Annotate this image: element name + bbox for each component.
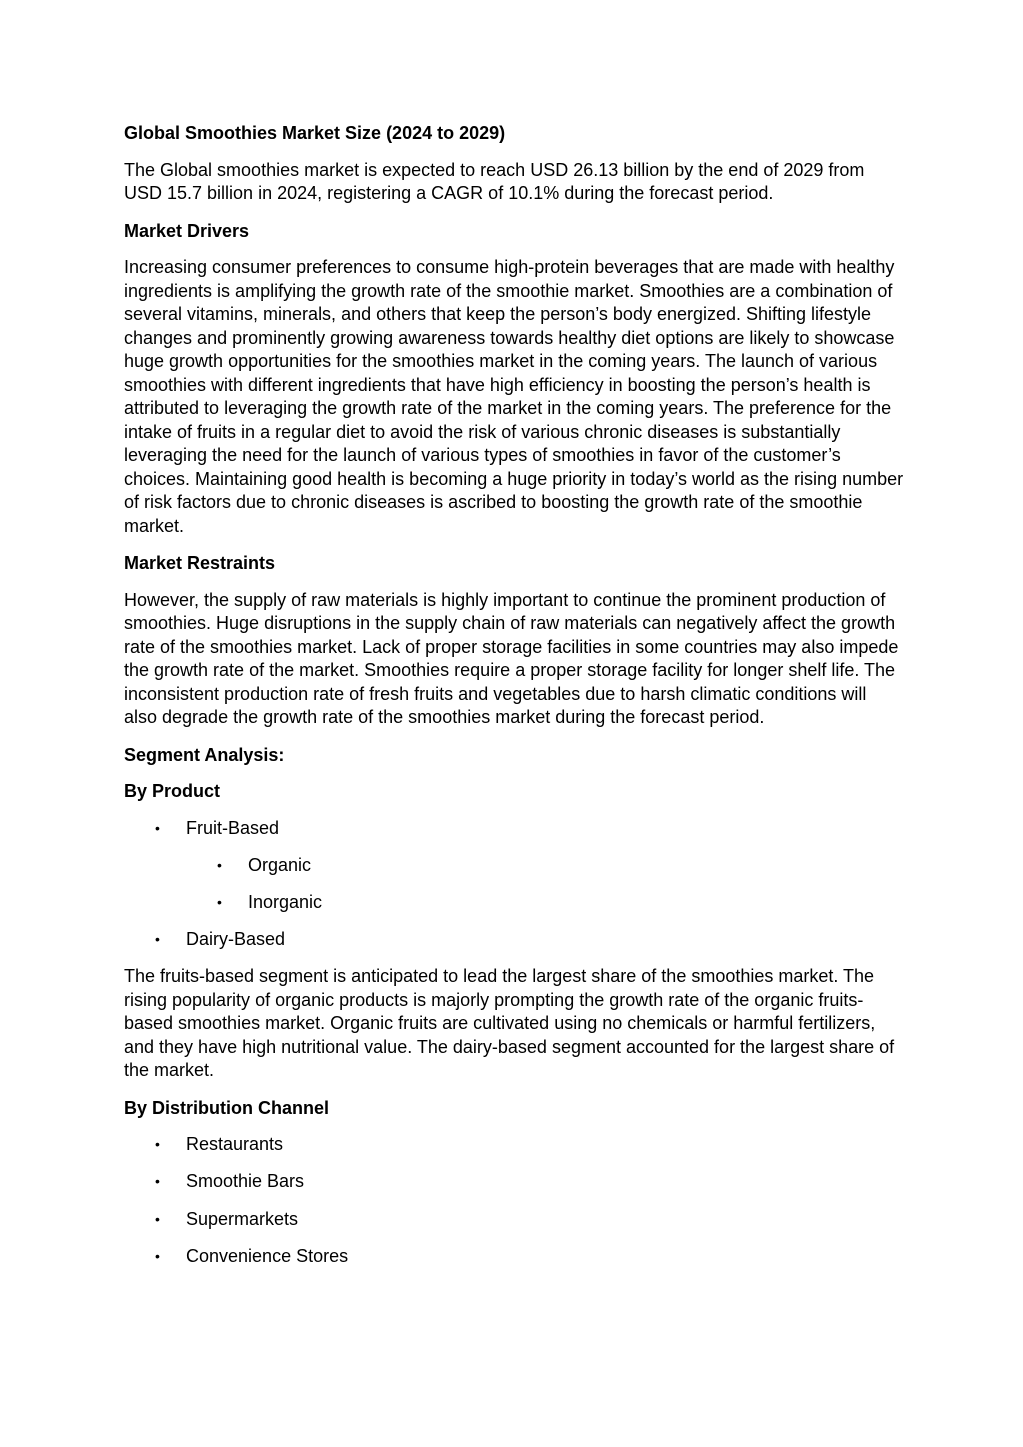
segment-analysis-heading: Segment Analysis:: [124, 744, 285, 765]
by-product-heading: By Product: [124, 781, 221, 801]
market-restraints-paragraph: However, the supply of raw materials is highly important to continue the prominent production of smoothies. Huge disruptions in the supply chain of raw materials can negatively affect the growth rate of the smoothies market. Lack of proper storage facilities in some countries may also impede the growth rate of the market. Smoothies require a proper storage facility for longer shelf life. The inconsistent production rate of fresh fruits and vegetables due to harsh climatic conditions will also degrade the growth rate of the smoothies market during the forecast period.: [124, 589, 899, 727]
product-list: [124, 817, 904, 952]
market-drivers-heading: Market Drivers: [124, 220, 250, 241]
bullet-icon: •: [155, 931, 160, 948]
list-item-label: Dairy-Based: [186, 929, 286, 950]
list-item-label: Restaurants: [186, 1134, 284, 1155]
list-item: [124, 854, 904, 878]
intro-paragraph: The Global smoothies market is expected to reach USD 26.13 billion by the end of 2029 from USD 15.7 billion in 2024, registering a CAGR of 10.1% during the forecast period.: [124, 159, 865, 203]
market-drivers-paragraph: Increasing consumer preferences to consume high-protein beverages that are made with healthy ingredients is amplifying the growth rate of the smoothie market. Smoothies are a combination of several vitamins, minerals, and others that keep the person’s body energized. Shifting lifestyle changes and prominently growing awareness towards healthy diet options are likely to showcase huge growth opportunities for the smoothies market in the coming years. The launch of various smoothies with different ingredients that have high efficiency in boosting the person’s health is attributed to leveraging the growth rate of the market in the coming years. The preference for the intake of fruits in a regular diet to avoid the risk of various chronic diseases is substantially leveraging the need for the launch of various types of smoothies in favor of the customer’s choices. Maintaining good health is becoming a huge priority in today’s world as the rising number of risk factors due to chronic diseases is ascribed to boosting the growth rate of the smoothie market.: [124, 257, 904, 536]
bullet-icon: •: [217, 856, 222, 873]
list-item-label: Smoothie Bars: [186, 1171, 305, 1192]
list-item: [124, 1245, 904, 1269]
market-restraints-heading: Market Restraints: [124, 553, 276, 573]
bullet-icon: •: [155, 1173, 160, 1190]
by-product-paragraph: The fruits-based segment is anticipated to lead the largest share of the smoothies market. The rising popularity of organic products is majorly prompting the growth rate of the organic fruits-based smoothies market. Organic fruits are cultivated using no chemicals or harmful fertilizers, and they have high nutritional value. The dairy-based segment accounted for the largest share of the market.: [124, 966, 895, 1081]
list-item-label: Inorganic: [248, 891, 323, 912]
list-item-label: Convenience Stores: [186, 1245, 349, 1266]
list-item: [124, 928, 904, 952]
channel-list: [124, 1133, 904, 1268]
list-item-label: Supermarkets: [186, 1208, 299, 1229]
document-page: [124, 122, 904, 1282]
list-item: [124, 1133, 904, 1157]
bullet-icon: •: [155, 1247, 160, 1264]
list-item: [124, 1170, 904, 1194]
page-title: Global Smoothies Market Size (2024 to 2029): [124, 123, 506, 143]
bullet-icon: •: [155, 819, 160, 836]
list-item: [124, 1208, 904, 1232]
list-item-label: Organic: [248, 854, 312, 875]
bullet-icon: •: [155, 1210, 160, 1227]
list-item: [124, 891, 904, 915]
by-distribution-channel-heading: By Distribution Channel: [124, 1097, 330, 1118]
list-item-label: Fruit-Based: [186, 817, 280, 838]
list-item: [124, 817, 904, 841]
bullet-icon: •: [155, 1136, 160, 1153]
bullet-icon: •: [217, 893, 222, 910]
